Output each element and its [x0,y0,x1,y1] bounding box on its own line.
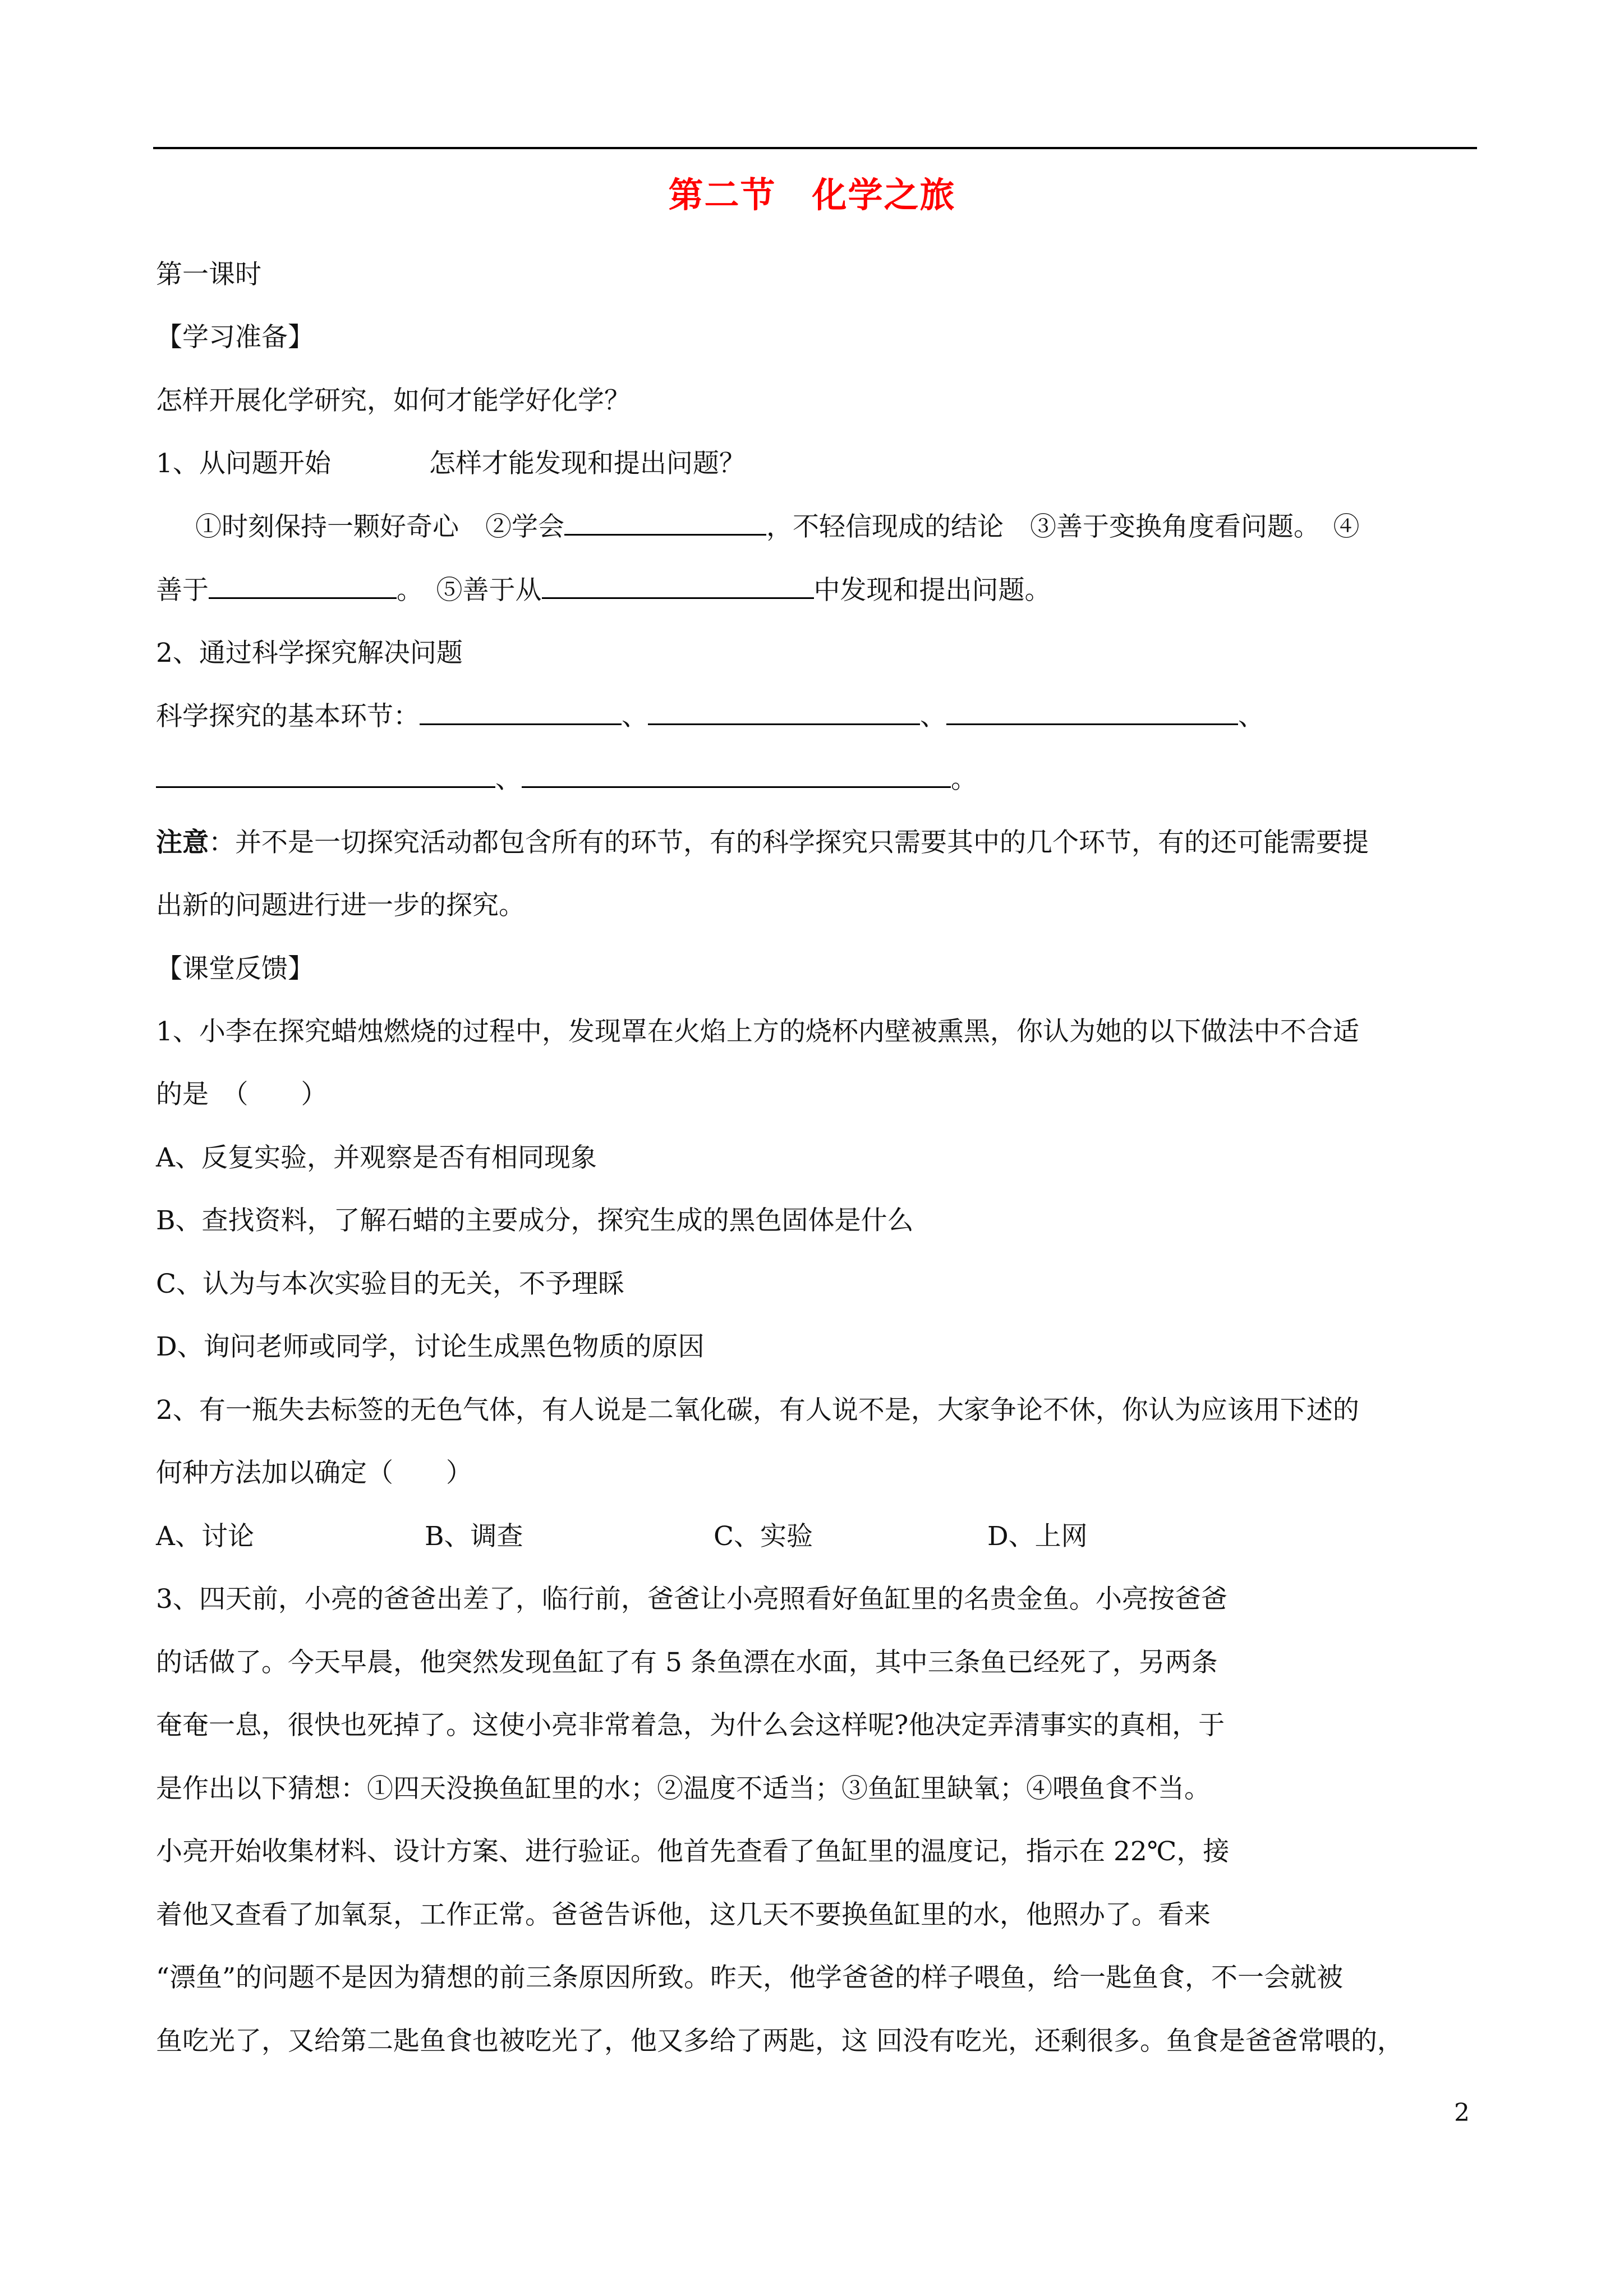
lesson-label: 第一课时 [156,259,261,290]
answer-blank[interactable] [156,763,495,788]
q3-text-4: 是作出以下猜想：①四天没换鱼缸里的水；②温度不适当；③鱼缸里缺氧；④喂鱼食不当。 [156,1773,1211,1804]
q1-stem-2: 的是 （ ） [156,1079,328,1110]
q2-stem-2: 何种方法加以确定（ ） [156,1458,472,1488]
note-line-1 [156,826,1369,860]
step1-label: 1、从问题开始 [156,448,331,479]
q3-text-1: 3、四天前，小亮的爸爸出差了，临行前，爸爸让小亮照看好鱼缸里的名贵金鱼。小亮按爸爸 [156,1584,1227,1615]
q1-option-b: B、查找资料，了解石蜡的主要成分，探究生成的黑色固体是什么 [156,1205,914,1236]
q1-option-d: D、询问老师或同学，讨论生成黑色物质的原因 [156,1331,705,1362]
separator: 。 [951,764,977,795]
q2-option-c: C、实验 [714,1521,813,1552]
answer-blank[interactable] [209,574,397,599]
step1-line [156,447,746,481]
separator: 、 [920,701,946,732]
q2-option-a: A、讨论 [156,1521,254,1552]
tips-text: 中发现和提出问题。 [813,575,1051,606]
q3-text-2: 的话做了。今天早晨，他突然发现鱼缸了有 5 条鱼漂在水面，其中三条鱼已经死了，另两条 [156,1647,1218,1678]
answer-blank[interactable] [542,574,814,599]
basic-steps-line-2 [156,763,977,796]
basic-steps-line-1 [156,700,1264,734]
page-number: 2 [1454,2099,1470,2127]
q2-option-b: B、调查 [425,1521,523,1552]
tips-text: ，不轻信现成的结论 ③善于变换角度看问题。 ④ [766,511,1360,542]
header-rule [153,147,1477,149]
note-line-2: 出新的问题进行进一步的探究。 [156,890,525,921]
tips-text: 。 ⑤善于从 [397,575,542,606]
q2-stem-1: 2、有一瓶失去标签的无色气体，有人说是二氧化碳，有人说不是，大家争论不休，你认为应该用下述的 [156,1395,1359,1426]
note-text: ：并不是一切探究活动都包含所有的环节，有的科学探究只需要其中的几个环节，有的还可能需要提 [209,827,1369,858]
q3-text-7: “漂鱼”的问题不是因为猜想的前三条原因所致。昨天，他学爸爸的样子喂鱼，给一匙鱼食，不一会就被 [156,1962,1344,1993]
answer-blank[interactable] [564,510,766,536]
answer-blank[interactable] [522,763,951,788]
q3-text-5: 小亮开始收集材料、设计方案、进行验证。他首先查看了鱼缸里的温度记，指示在 22℃，接 [156,1836,1230,1867]
answer-blank[interactable] [420,700,622,725]
note-label: 注意 [156,827,209,858]
basic-steps-label: 科学探究的基本环节： [156,701,420,732]
tips-line-1 [195,510,1360,544]
page-title: 第二节 化学之旅 [668,174,956,215]
answer-blank[interactable] [648,700,920,725]
q2-option-d: D、上网 [987,1521,1088,1552]
q1-option-a: A、反复实验，并观察是否有相同现象 [156,1142,597,1173]
q3-text-3: 奄奄一息，很快也死掉了。这使小亮非常着急，为什么会这样呢?他决定弄清事实的真相，于 [156,1710,1225,1741]
step1-question: 怎样才能发现和提出问题？ [429,448,746,479]
tips-text: 善于 [156,575,209,606]
tips-line-2 [156,574,1051,607]
answer-blank[interactable] [946,700,1238,725]
separator: 、 [1238,701,1264,732]
prep-heading: 【学习准备】 [156,322,314,353]
separator: 、 [495,764,522,795]
step2-line: 2、通过科学探究解决问题 [156,638,463,668]
q3-text-6: 着他又查看了加氧泵，工作正常。爸爸告诉他，这几天不要换鱼缸里的水，他照办了。看来 [156,1899,1211,1930]
q1-stem-1: 1、小李在探究蜡烛燃烧的过程中，发现罩在火焰上方的烧杯内壁被熏黑，你认为她的以下做法中不合适 [156,1016,1359,1047]
tips-text: ①时刻保持一颗好奇心 ②学会 [195,511,564,542]
q3-text-8: 鱼吃光了，又给第二匙鱼食也被吃光了，他又多给了两匙，这 回没有吃光，还剩很多。鱼食是爸爸常喂的， [156,2026,1404,2057]
prep-question: 怎样开展化学研究，如何才能学好化学？ [156,385,631,416]
feedback-heading: 【课堂反馈】 [156,953,314,984]
separator: 、 [622,701,648,732]
q1-option-c: C、认为与本次实验目的无关，不予理睬 [156,1269,624,1299]
